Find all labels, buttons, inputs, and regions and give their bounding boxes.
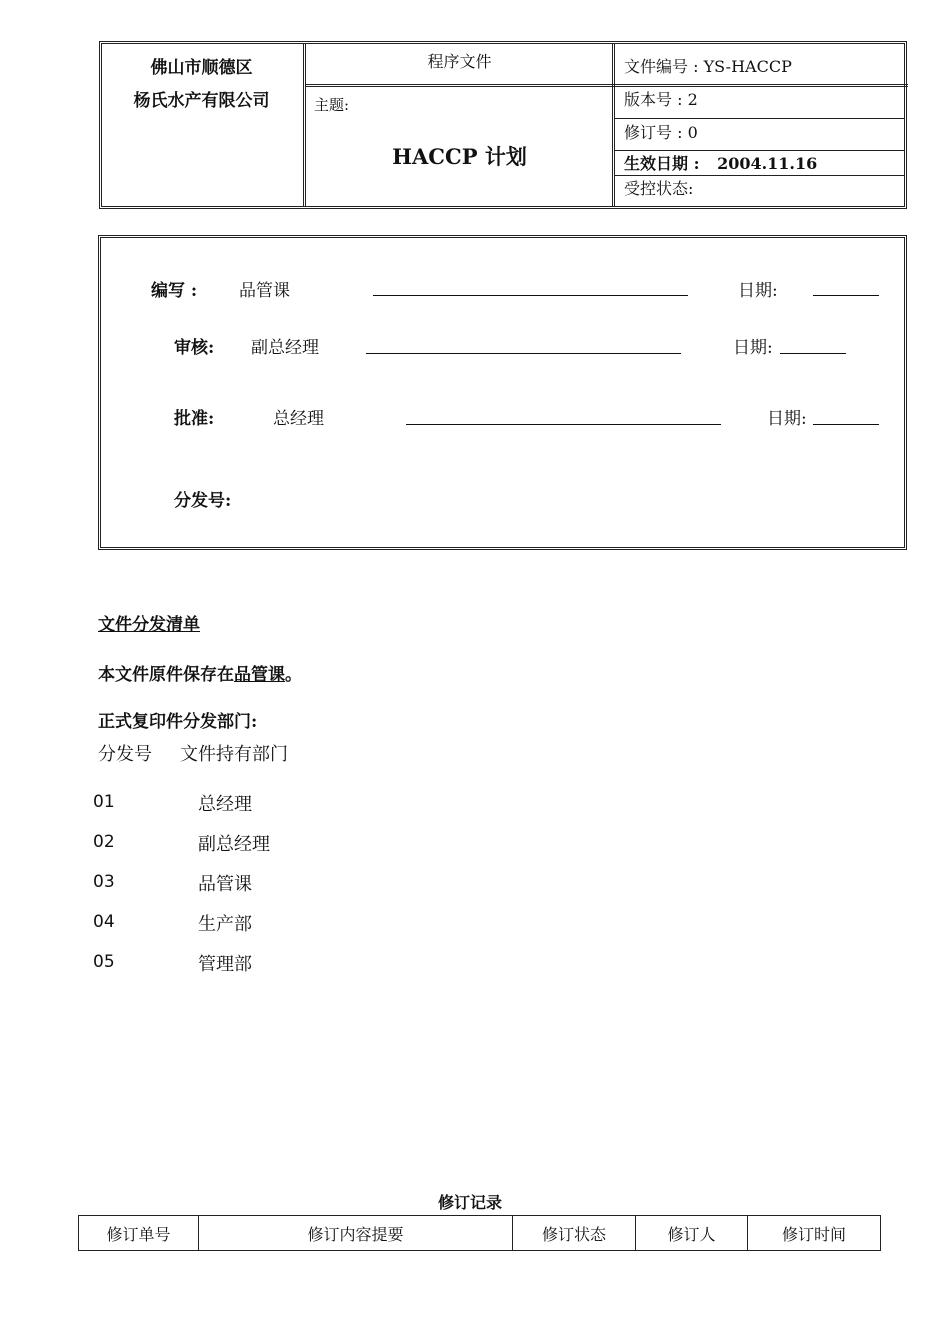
reviewed-date-line: [780, 353, 846, 354]
revision-table-header-row: [79, 1216, 881, 1251]
distribution-list-heading: 文件分发清单: [98, 615, 200, 635]
prepared-signature-line: [373, 295, 688, 296]
distribution-row-dept: 品管课: [198, 874, 252, 895]
distribution-row-dept: 总经理: [198, 794, 252, 815]
company-name-line1: 佛山市顺德区: [150, 58, 253, 78]
header-divider: [612, 44, 615, 206]
effective-date-label: 生效日期 :: [624, 154, 700, 173]
copies-heading: 正式复印件分发部门:: [98, 712, 258, 732]
revision-col-summary: 修订内容提要: [199, 1216, 513, 1251]
distribution-row-no: 02: [93, 832, 115, 852]
revision-record-table: [78, 1215, 881, 1251]
distribution-row-dept: 管理部: [198, 954, 252, 975]
subject-title: HACCP 计划: [392, 144, 527, 169]
revision-record-title: 修订记录: [437, 1193, 502, 1212]
distribution-row-no: 03: [93, 872, 115, 892]
distribution-col-dept: 文件持有部门: [180, 744, 288, 765]
approved-by: 总经理: [273, 409, 324, 429]
prepared-date-label: 日期:: [738, 281, 778, 301]
approved-date-label: 日期:: [767, 409, 807, 429]
reviewed-signature-line: [366, 353, 681, 354]
distribution-row-dept: 副总经理: [198, 834, 270, 855]
reviewed-by: 副总经理: [251, 338, 319, 358]
reviewed-date-label: 日期:: [733, 338, 773, 358]
effective-date-value: 2004.11.16: [717, 154, 818, 173]
header-row-line: [615, 150, 904, 151]
original-location-prefix: 本文件原件保存在: [98, 665, 234, 685]
original-location-suffix: 。: [285, 665, 302, 685]
approved-label: 批准:: [174, 409, 215, 429]
approved-signature-line: [406, 424, 721, 425]
distribution-number-label: 分发号:: [174, 491, 232, 511]
distribution-col-no: 分发号: [98, 744, 152, 765]
distribution-row-no: 04: [93, 912, 115, 932]
revision-col-time: 修订时间: [748, 1216, 881, 1251]
document-number: 文件编号 : YS-HACCP: [624, 57, 792, 76]
revision-col-status: 修订状态: [513, 1216, 636, 1251]
version-number: 版本号 : 2: [624, 90, 698, 109]
prepared-label: 编写 :: [151, 281, 198, 301]
effective-date: [624, 154, 817, 174]
company-name-line2: 杨氏水产有限公司: [133, 91, 270, 111]
distribution-row-no: 01: [93, 792, 115, 812]
header-divider: [303, 44, 306, 206]
distribution-row-no: 05: [93, 952, 115, 972]
distribution-row-dept: 生产部: [198, 914, 252, 935]
original-location: [98, 660, 302, 685]
approval-box: [98, 235, 907, 550]
control-status: 受控状态:: [624, 179, 694, 198]
subject-label: 主题:: [314, 96, 350, 114]
revision-number: 修订号 : 0: [624, 123, 698, 142]
reviewed-label: 审核:: [174, 338, 215, 358]
prepared-date-line: [813, 295, 879, 296]
document-type: 程序文件: [427, 52, 492, 71]
revision-col-number: 修订单号: [79, 1216, 199, 1251]
header-row-line: [306, 84, 908, 87]
header-row-line: [615, 175, 904, 176]
header-row-line: [615, 118, 904, 119]
document-header-table: [99, 41, 907, 209]
approved-date-line: [813, 424, 879, 425]
original-location-dept: 品管课: [234, 665, 285, 685]
prepared-by: 品管课: [239, 281, 290, 301]
revision-col-reviser: 修订人: [636, 1216, 748, 1251]
